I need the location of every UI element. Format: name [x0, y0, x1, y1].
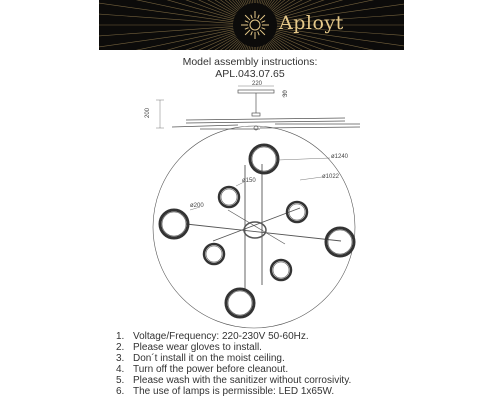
- center-hub: [244, 222, 266, 238]
- document-title: Model assembly instructions:: [182, 56, 318, 68]
- dim-outer-diameter: ø1240: [331, 154, 349, 160]
- side-view: [156, 86, 360, 130]
- top-view: [153, 126, 355, 328]
- instructions-list: [116, 331, 351, 397]
- ring-large-bottom: [226, 289, 254, 317]
- dim-side-height: 200: [145, 107, 151, 118]
- instruction-item: 3. Don´t install it on the moist ceiling.: [116, 353, 285, 364]
- instruction-item: 2. Please wear gloves to install.: [116, 342, 262, 353]
- instruction-item: 5. Please wash with the sanitizer without corrosivity.: [116, 375, 352, 386]
- instruction-item: 4. Turn off the power before cleanout.: [116, 364, 289, 375]
- dim-top-width: 220: [252, 81, 263, 87]
- sun-icon: [240, 10, 270, 40]
- instruction-item: 1. Voltage/Frequency: 220-230V 50-60Hz.: [116, 331, 309, 342]
- ring-small-4: [271, 260, 291, 280]
- ring-large-left: [160, 210, 188, 238]
- ring-large-top: [250, 145, 278, 173]
- ring-small-3: [204, 244, 224, 264]
- dim-inner-diameter: ø1022: [322, 174, 340, 180]
- brand-banner: [99, 0, 404, 50]
- model-code: APL.043.07.65: [215, 68, 285, 80]
- dim-large-ring: ø200: [190, 203, 204, 209]
- dim-small-ring: ø150: [242, 178, 256, 184]
- instruction-item: 6. The use of lamps is permissible: LED 1x65W.: [116, 386, 335, 397]
- technical-drawing: [0, 78, 500, 330]
- ring-small-1: [219, 187, 239, 207]
- brand-name: Aployt: [279, 12, 344, 34]
- ring-large-right: [326, 228, 354, 256]
- dim-top-small: 30: [283, 90, 289, 97]
